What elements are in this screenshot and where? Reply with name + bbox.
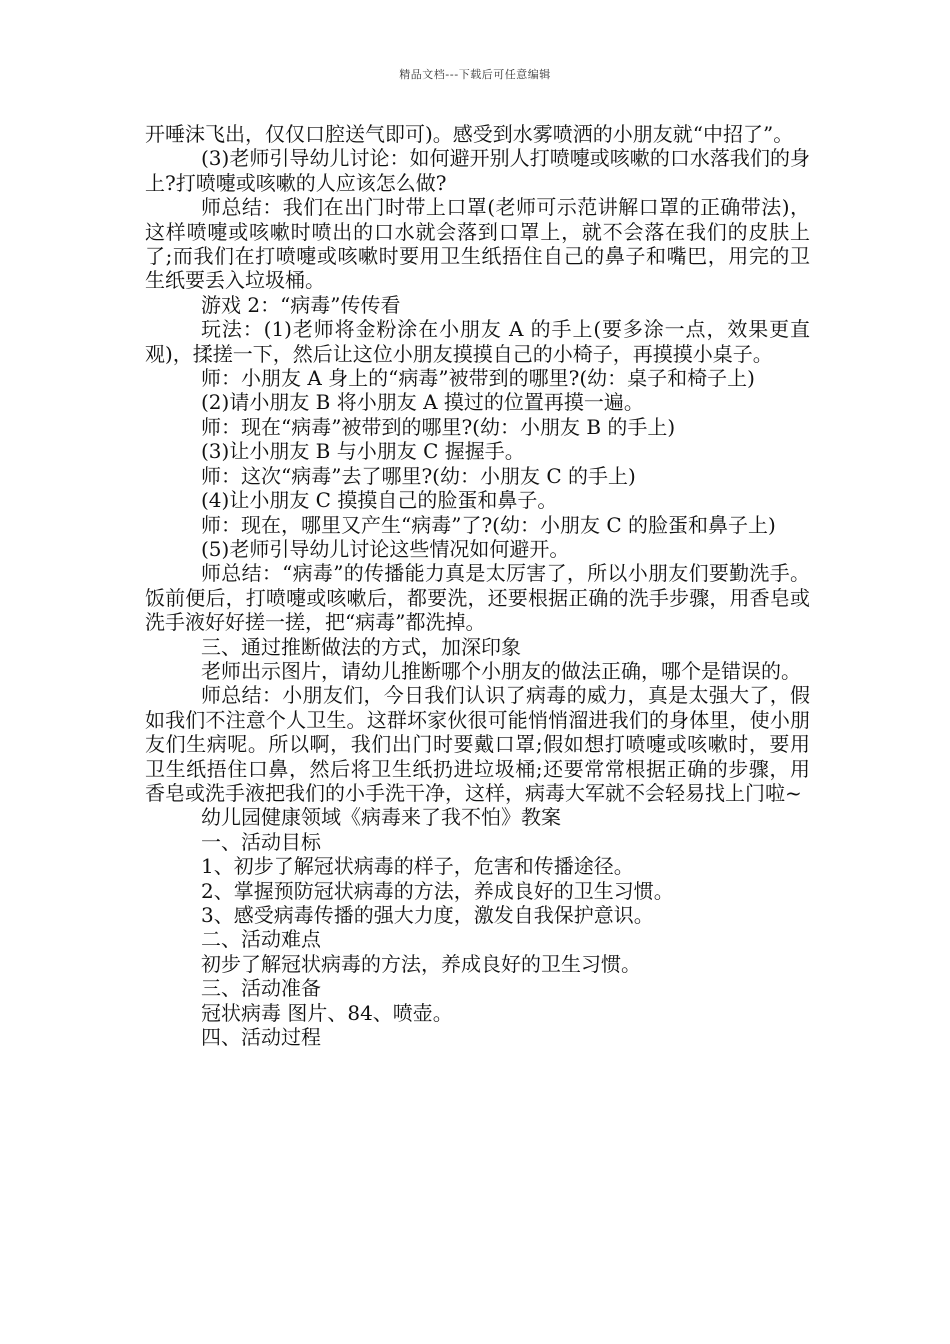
paragraph: 师总结：我们在出门时带上口罩(老师可示范讲解口罩的正确带法)，这样喷嚏或咳嗽时喷出的口水就会落到口罩上，就不会落在我们的皮肤上了;而我们在打喷嚏或咳嗽时要用卫生纸捂住自己的鼻子和嘴巴，用完的卫生纸要丢入垃圾桶。 (145, 195, 810, 293)
section-heading: 三、活动准备 (201, 976, 321, 1001)
list-item: 2、掌握预防冠状病毒的方法，养成良好的卫生习惯。 (201, 878, 674, 903)
paragraph: (3)老师引导幼儿讨论：如何避开别人打喷嚏或咳嗽的口水落我们的身上?打喷嚏或咳嗽的人应该怎么做? (145, 146, 810, 195)
section-heading: 四、活动过程 (201, 1025, 321, 1050)
paragraph: 师总结：小朋友们，今日我们认识了病毒的威力，真是太强大了，假如我们不注意个人卫生。这群坏家伙很可能悄悄溜进我们的身体里，使小朋友们生病呢。所以啊，我们出门时要戴口罩;假如想打喷嚏或咳嗽时，要用卫生纸捂住口鼻，然后将卫生纸扔进垃圾桶;还要常常根据正确的步骤，用香皂或洗手液把我们的小手洗干净，这样，病毒大军就不会轻易找上门啦~ (145, 683, 810, 805)
section-heading: 三、通过推断做法的方式，加深印象 (201, 634, 521, 659)
document-body (145, 122, 810, 1049)
paragraph: 冠状病毒 图片、84、喷壶。 (201, 1000, 453, 1025)
paragraph: 开唾沫飞出，仅仅口腔送气即可)。感受到水雾喷洒的小朋友就“中招了”。 (145, 122, 794, 146)
paragraph: 师：现在，哪里又产生“病毒”了?(幼：小朋友 C 的脸蛋和鼻子上) (201, 512, 776, 537)
section-heading: 二、活动难点 (201, 927, 321, 952)
document-title: 幼儿园健康领域《病毒来了我不怕》教案 (201, 805, 561, 830)
paragraph: 玩法：(1)老师将金粉涂在小朋友 A 的手上(要多涂一点，效果更直观)，揉搓一下，然后让这位小朋友摸摸自己的小椅子，再摸摸小桌子。 (145, 317, 810, 366)
paragraph: (2)请小朋友 B 将小朋友 A 摸过的位置再摸一遍。 (201, 390, 644, 415)
paragraph: 师：小朋友 A 身上的“病毒”被带到的哪里?(幼：桌子和椅子上) (201, 366, 755, 391)
paragraph: 师：这次“病毒”去了哪里?(幼：小朋友 C 的手上) (201, 463, 636, 488)
paragraph: (5)老师引导幼儿讨论这些情况如何避开。 (201, 536, 570, 561)
paragraph: (3)让小朋友 B 与小朋友 C 握握手。 (201, 439, 525, 464)
list-item: 1、初步了解冠状病毒的样子，危害和传播途径。 (201, 854, 634, 879)
section-heading: 游戏 2：“病毒”传传看 (201, 292, 401, 317)
paragraph: 初步了解冠状病毒的方法，养成良好的卫生习惯。 (201, 951, 641, 976)
page-header: 精品文档---下载后可任意编辑 (399, 68, 551, 81)
list-item: 3、感受病毒传播的强大力度，激发自我保护意识。 (201, 903, 654, 927)
paragraph: 师：现在“病毒”被带到的哪里?(幼：小朋友 B 的手上) (201, 414, 676, 439)
paragraph: 师总结：“病毒”的传播能力真是太厉害了，所以小朋友们要勤洗手。饭前便后，打喷嚏或咳嗽后，都要洗，还要根据正确的洗手步骤，用香皂或洗手液好好搓一搓，把“病毒”都洗掉。 (145, 561, 810, 635)
section-heading: 一、活动目标 (201, 829, 321, 854)
paragraph: 老师出示图片，请幼儿推断哪个小朋友的做法正确，哪个是错误的。 (201, 658, 801, 683)
paragraph: (4)让小朋友 C 摸摸自己的脸蛋和鼻子。 (201, 488, 558, 513)
